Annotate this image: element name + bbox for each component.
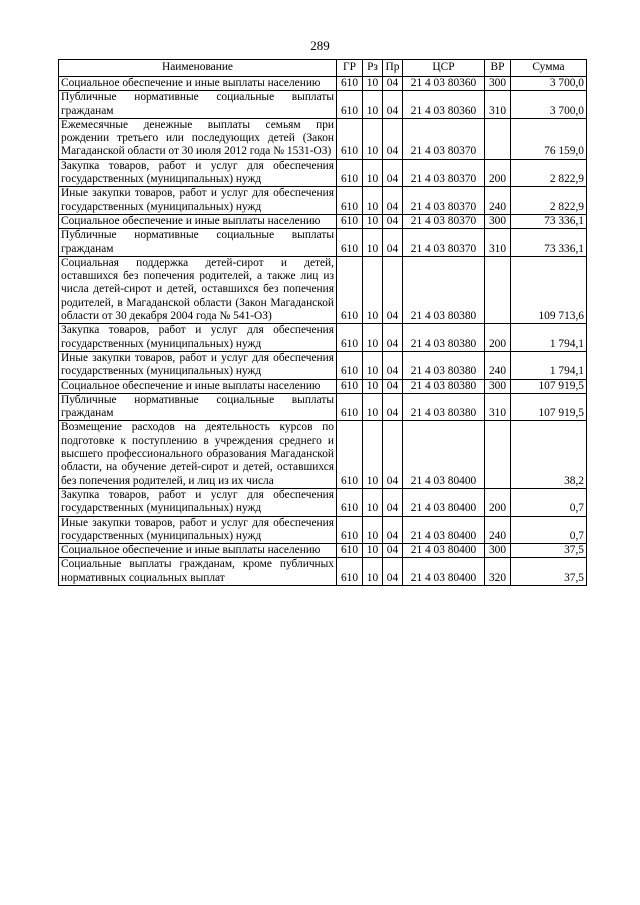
cell-gr: 610 [337, 118, 363, 159]
cell-gr: 610 [337, 544, 363, 558]
cell-sum: 3 700,0 [511, 77, 587, 91]
table-row [59, 214, 587, 228]
cell-rz: 10 [363, 91, 383, 119]
table-row [59, 544, 587, 558]
cell-sum: 2 822,9 [511, 159, 587, 187]
cell-name: Социальные выплаты гражданам, кроме публичных нормативных социальных выплат [59, 558, 337, 586]
cell-sum: 107 919,5 [511, 379, 587, 393]
cell-pr: 04 [383, 379, 403, 393]
cell-pr: 04 [383, 393, 403, 421]
cell-gr: 610 [337, 77, 363, 91]
cell-sum: 1 794,1 [511, 351, 587, 379]
cell-name: Социальное обеспечение и иные выплаты населению [59, 379, 337, 393]
cell-name: Публичные нормативные социальные выплаты гражданам [59, 91, 337, 119]
page-number: 289 [310, 38, 330, 53]
cell-name: Социальное обеспечение и иные выплаты населению [59, 77, 337, 91]
cell-gr: 610 [337, 393, 363, 421]
cell-name: Социальная поддержка детей-сирот и детей, оставшихся без попечения родителей, а также лиц из числа детей-сирот и детей, оставшихся без попечения родителей, в Магаданской области (Закон Магаданской области от 30 декабря 2004 года № 541-ОЗ) [59, 256, 337, 323]
cell-pr: 04 [383, 77, 403, 91]
cell-rz: 10 [363, 77, 383, 91]
table-row [59, 91, 587, 119]
cell-sum: 73 336,1 [511, 229, 587, 257]
cell-vr: 240 [485, 351, 511, 379]
cell-name: Возмещение расходов на деятельность курсов по подготовке к поступлению в учреждения среднего и высшего профессионального образования Магаданской области, на обучение детей-сирот и детей, оставшихся без попечения родителей, и лиц из их числа [59, 421, 337, 488]
cell-name: Социальное обеспечение и иные выплаты населению [59, 214, 337, 228]
cell-pr: 04 [383, 256, 403, 323]
cell-pr: 04 [383, 558, 403, 586]
header-csr: ЦСР [403, 60, 485, 77]
cell-pr: 04 [383, 516, 403, 544]
cell-sum: 73 336,1 [511, 214, 587, 228]
cell-csr: 21 4 03 80370 [403, 187, 485, 215]
cell-rz: 10 [363, 488, 383, 516]
cell-vr: 200 [485, 324, 511, 352]
cell-sum: 0,7 [511, 488, 587, 516]
cell-rz: 10 [363, 516, 383, 544]
cell-csr: 21 4 03 80360 [403, 91, 485, 119]
budget-table [58, 59, 587, 586]
cell-gr: 610 [337, 229, 363, 257]
header-gr: ГР [337, 60, 363, 77]
cell-rz: 10 [363, 324, 383, 352]
table-row [59, 324, 587, 352]
cell-gr: 610 [337, 351, 363, 379]
cell-rz: 10 [363, 351, 383, 379]
cell-rz: 10 [363, 544, 383, 558]
cell-csr: 21 4 03 80370 [403, 229, 485, 257]
cell-pr: 04 [383, 159, 403, 187]
header-name: Наименование [59, 60, 337, 77]
cell-pr: 04 [383, 229, 403, 257]
cell-sum: 0,7 [511, 516, 587, 544]
cell-pr: 04 [383, 351, 403, 379]
cell-rz: 10 [363, 393, 383, 421]
table-body [59, 77, 587, 586]
cell-gr: 610 [337, 379, 363, 393]
cell-name: Социальное обеспечение и иные выплаты населению [59, 544, 337, 558]
cell-name: Иные закупки товаров, работ и услуг для обеспечения государственных (муниципальных) нужд [59, 187, 337, 215]
table-row [59, 351, 587, 379]
cell-sum: 37,5 [511, 544, 587, 558]
table-row [59, 118, 587, 159]
cell-sum: 2 822,9 [511, 187, 587, 215]
cell-gr: 610 [337, 187, 363, 215]
cell-gr: 610 [337, 214, 363, 228]
cell-vr: 240 [485, 516, 511, 544]
cell-rz: 10 [363, 421, 383, 488]
cell-name: Публичные нормативные социальные выплаты гражданам [59, 229, 337, 257]
cell-pr: 04 [383, 187, 403, 215]
cell-gr: 610 [337, 558, 363, 586]
cell-vr: 240 [485, 187, 511, 215]
cell-pr: 04 [383, 91, 403, 119]
table-row [59, 187, 587, 215]
cell-name: Закупка товаров, работ и услуг для обеспечения государственных (муниципальных) нужд [59, 324, 337, 352]
cell-rz: 10 [363, 159, 383, 187]
cell-vr [485, 118, 511, 159]
table-row [59, 379, 587, 393]
cell-vr [485, 421, 511, 488]
cell-rz: 10 [363, 214, 383, 228]
cell-csr: 21 4 03 80380 [403, 379, 485, 393]
cell-csr: 21 4 03 80370 [403, 214, 485, 228]
cell-name: Закупка товаров, работ и услуг для обеспечения государственных (муниципальных) нужд [59, 488, 337, 516]
cell-pr: 04 [383, 214, 403, 228]
cell-vr: 200 [485, 159, 511, 187]
cell-rz: 10 [363, 229, 383, 257]
cell-rz: 10 [363, 187, 383, 215]
cell-vr [485, 256, 511, 323]
cell-gr: 610 [337, 324, 363, 352]
cell-sum: 1 794,1 [511, 324, 587, 352]
cell-vr: 300 [485, 214, 511, 228]
cell-vr: 200 [485, 488, 511, 516]
cell-csr: 21 4 03 80400 [403, 488, 485, 516]
header-sum: Сумма [511, 60, 587, 77]
table-row [59, 393, 587, 421]
cell-gr: 610 [337, 91, 363, 119]
cell-gr: 610 [337, 421, 363, 488]
cell-name: Закупка товаров, работ и услуг для обеспечения государственных (муниципальных) нужд [59, 159, 337, 187]
cell-csr: 21 4 03 80360 [403, 77, 485, 91]
table-row [59, 488, 587, 516]
table-row [59, 77, 587, 91]
cell-name: Иные закупки товаров, работ и услуг для обеспечения государственных (муниципальных) нужд [59, 516, 337, 544]
cell-sum: 107 919,5 [511, 393, 587, 421]
table-row [59, 159, 587, 187]
cell-csr: 21 4 03 80380 [403, 351, 485, 379]
table-row [59, 516, 587, 544]
cell-vr: 310 [485, 393, 511, 421]
header-pr: Пр [383, 60, 403, 77]
cell-gr: 610 [337, 256, 363, 323]
cell-vr: 300 [485, 544, 511, 558]
cell-name: Ежемесячные денежные выплаты семьям при рождении третьего или последующих детей (Закон Магаданской области от 30 июля 2012 года № 1531-ОЗ) [59, 118, 337, 159]
cell-rz: 10 [363, 256, 383, 323]
cell-name: Иные закупки товаров, работ и услуг для обеспечения государственных (муниципальных) нужд [59, 351, 337, 379]
cell-csr: 21 4 03 80400 [403, 516, 485, 544]
cell-gr: 610 [337, 516, 363, 544]
cell-csr: 21 4 03 80380 [403, 393, 485, 421]
cell-rz: 10 [363, 118, 383, 159]
table-row [59, 256, 587, 323]
table-row [59, 229, 587, 257]
cell-csr: 21 4 03 80400 [403, 421, 485, 488]
cell-vr: 300 [485, 379, 511, 393]
cell-rz: 10 [363, 558, 383, 586]
cell-sum: 37,5 [511, 558, 587, 586]
cell-sum: 38,2 [511, 421, 587, 488]
cell-sum: 109 713,6 [511, 256, 587, 323]
header-rz: Рз [363, 60, 383, 77]
cell-sum: 3 700,0 [511, 91, 587, 119]
cell-pr: 04 [383, 544, 403, 558]
cell-name: Публичные нормативные социальные выплаты гражданам [59, 393, 337, 421]
cell-csr: 21 4 03 80370 [403, 159, 485, 187]
table-row [59, 421, 587, 488]
cell-vr: 320 [485, 558, 511, 586]
cell-pr: 04 [383, 421, 403, 488]
cell-csr: 21 4 03 80380 [403, 324, 485, 352]
header-vr: ВР [485, 60, 511, 77]
cell-pr: 04 [383, 488, 403, 516]
cell-csr: 21 4 03 80380 [403, 256, 485, 323]
cell-sum: 76 159,0 [511, 118, 587, 159]
cell-pr: 04 [383, 118, 403, 159]
cell-vr: 310 [485, 229, 511, 257]
cell-gr: 610 [337, 159, 363, 187]
table-row [59, 558, 587, 586]
cell-csr: 21 4 03 80400 [403, 558, 485, 586]
cell-vr: 310 [485, 91, 511, 119]
cell-rz: 10 [363, 379, 383, 393]
cell-csr: 21 4 03 80370 [403, 118, 485, 159]
table-header-row [59, 60, 587, 77]
cell-vr: 300 [485, 77, 511, 91]
cell-csr: 21 4 03 80400 [403, 544, 485, 558]
cell-gr: 610 [337, 488, 363, 516]
cell-pr: 04 [383, 324, 403, 352]
